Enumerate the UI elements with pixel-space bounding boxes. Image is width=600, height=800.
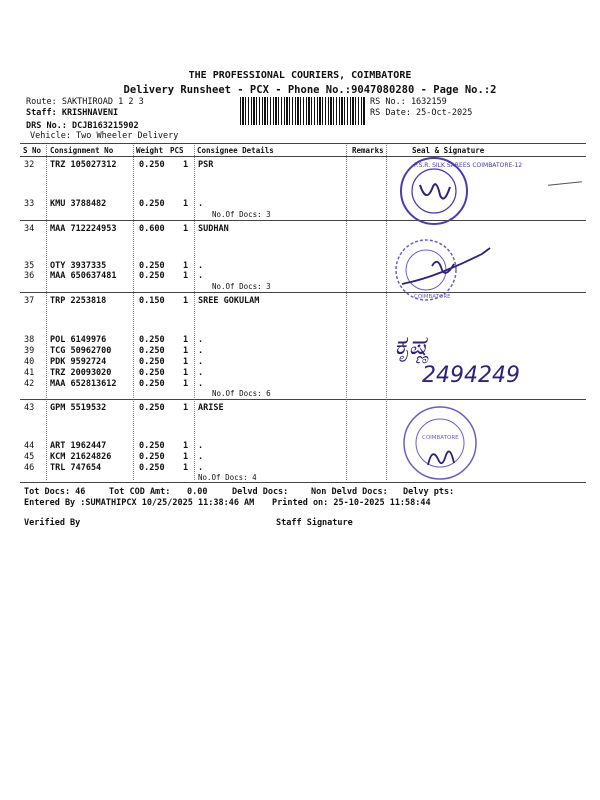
row-sno: 41 [24, 368, 35, 378]
row-consignee: . [198, 261, 204, 271]
row-consignment: KMU 3788482 [50, 199, 107, 209]
drs-label: DRS No.: DCJB163215902 [26, 121, 139, 131]
row-sno: 33 [24, 199, 35, 209]
row-consignment: ART 1962447 [50, 441, 107, 451]
staff-signature-label: Staff Signature [276, 518, 353, 528]
rs-date: RS Date: 25-Oct-2025 [370, 108, 473, 118]
row-weight: 0.250 [139, 346, 165, 356]
row-consignee: ARISE [198, 403, 224, 413]
rs-number: RS No.: 1632159 [370, 97, 447, 107]
col-seal: Seal & Signature [412, 146, 485, 155]
col-sno: S No [23, 146, 42, 155]
staff-label: Staff: KRISHNAVENI [26, 108, 119, 118]
col-remarks: Remarks [352, 146, 384, 155]
row-consignee: . [198, 379, 204, 389]
row-sno: 45 [24, 452, 35, 462]
entered-by: Entered By :SUMATHIPCX 10/25/2025 11:38:46 AM [24, 498, 255, 508]
row-sno: 46 [24, 463, 35, 473]
row-sno: 35 [24, 261, 35, 271]
row-pcs: 1 [183, 463, 189, 473]
row-weight: 0.250 [139, 452, 165, 462]
col-weight: Weight [136, 146, 164, 155]
row-sno: 40 [24, 357, 35, 367]
row-pcs: 1 [183, 199, 189, 209]
row-pcs: 1 [183, 160, 189, 170]
row-weight: 0.250 [139, 199, 165, 209]
row-pcs: 1 [183, 261, 189, 271]
non-delivered-docs: Non Delvd Docs: [311, 487, 388, 497]
row-pcs: 1 [183, 452, 189, 462]
row-sno: 44 [24, 441, 35, 451]
col-pcs: PCS [170, 146, 184, 155]
row-consignee: SREE GOKULAM [198, 296, 260, 306]
delivery-points: Delvy pts: [403, 487, 455, 497]
row-consignment: TCG 50962700 [50, 346, 112, 356]
row-pcs: 1 [183, 296, 189, 306]
col-consignment: Consignment No [50, 146, 114, 155]
row-pcs: 1 [183, 368, 189, 378]
row-sno: 38 [24, 335, 35, 345]
row-pcs: 1 [183, 379, 189, 389]
group-rule [20, 399, 586, 400]
table-header-rule [20, 156, 586, 157]
col-divider [46, 145, 47, 480]
seal-stamp-2 [392, 236, 502, 306]
row-consignment: KCM 21624826 [50, 452, 112, 462]
row-consignee: . [198, 463, 204, 473]
handwriting-line-2: 2494249 [422, 363, 520, 388]
docs-count: No.Of Docs: 3 [212, 210, 271, 219]
docs-count: No.Of Docs: 3 [212, 282, 271, 291]
row-consignment: MAA 652813612 [50, 379, 117, 389]
row-consignee: . [198, 271, 204, 281]
col-divider [133, 145, 134, 480]
seal-stamp-4 [400, 405, 480, 483]
row-weight: 0.250 [139, 357, 165, 367]
row-weight: 0.250 [139, 463, 165, 473]
row-consignee: . [198, 452, 204, 462]
total-cod-value: 0.00 [187, 487, 208, 497]
stamp-4-text: COIMBATORE [422, 435, 459, 441]
row-weight: 0.250 [139, 271, 165, 281]
row-consignee: . [198, 335, 204, 345]
row-consignment: TRL 747654 [50, 463, 102, 473]
total-docs: Tot Docs: 46 [24, 487, 86, 497]
row-sno: 36 [24, 271, 35, 281]
delivered-docs: Delvd Docs: [232, 487, 289, 497]
handwritten-signature-3 [390, 318, 560, 388]
row-pcs: 1 [183, 346, 189, 356]
row-consignee: . [198, 357, 204, 367]
row-pcs: 1 [183, 357, 189, 367]
stamp-2-text: COIMBATORE [414, 294, 451, 300]
group-rule [20, 220, 586, 221]
row-weight: 0.250 [139, 261, 165, 271]
row-consignment: PDK 9592724 [50, 357, 107, 367]
row-weight: 0.150 [139, 296, 165, 306]
col-divider [386, 145, 387, 480]
row-sno: 34 [24, 224, 35, 234]
row-weight: 0.250 [139, 441, 165, 451]
row-weight: 0.250 [139, 403, 165, 413]
table-top-rule [20, 143, 586, 144]
row-sno: 37 [24, 296, 35, 306]
row-weight: 0.250 [139, 160, 165, 170]
printed-on: Printed on: 25-10-2025 11:58:44 [272, 498, 431, 508]
row-sno: 39 [24, 346, 35, 356]
row-consignment: MAA 650637481 [50, 271, 117, 281]
row-consignment: MAA 712224953 [50, 224, 117, 234]
row-consignment: TRP 2253818 [50, 296, 107, 306]
row-pcs: 1 [183, 224, 189, 234]
col-divider [194, 145, 195, 480]
vehicle-label: Vehicle: Two Wheeler Delivery [30, 131, 179, 141]
seal-stamp-1 [398, 155, 523, 227]
row-pcs: 1 [183, 441, 189, 451]
row-consignee: . [198, 346, 204, 356]
row-consignment: TRZ 105027312 [50, 160, 117, 170]
stamp-1-text: P.S.R. SILK SAREES COIMBATORE-12 [414, 162, 523, 169]
row-consignee: . [198, 199, 204, 209]
verified-by: Verified By [24, 518, 81, 528]
row-sno: 43 [24, 403, 35, 413]
row-pcs: 1 [183, 271, 189, 281]
company-title: THE PROFESSIONAL COURIERS, COIMBATORE [188, 70, 412, 81]
runsheet-subtitle: Delivery Runsheet - PCX - Phone No.:9047080280 - Page No.:2 [123, 84, 497, 96]
docs-count: No.Of Docs: 6 [212, 389, 271, 398]
handwriting-line-1: ಕೃಷ್ಣ [394, 331, 431, 361]
row-consignment: TRZ 20093020 [50, 368, 112, 378]
row-weight: 0.250 [139, 368, 165, 378]
col-divider [346, 145, 347, 480]
barcode [240, 97, 366, 125]
row-sno: 32 [24, 160, 35, 170]
route-label: Route: SAKTHIROAD 1 2 3 [26, 97, 144, 107]
col-consignee: Consignee Details [197, 146, 274, 155]
table-bottom-rule [20, 482, 586, 483]
total-cod-label: Tot COD Amt: [109, 487, 171, 497]
row-weight: 0.250 [139, 379, 165, 389]
pen-stroke [548, 181, 582, 186]
row-consignment: OTY 3937335 [50, 261, 107, 271]
row-consignment: GPM 5519532 [50, 403, 107, 413]
row-consignee: PSR [198, 160, 214, 170]
row-consignee: SUDHAN [198, 224, 229, 234]
row-consignee: . [198, 368, 204, 378]
row-pcs: 1 [183, 403, 189, 413]
row-pcs: 1 [183, 335, 189, 345]
row-weight: 0.600 [139, 224, 165, 234]
row-consignment: POL 6149976 [50, 335, 107, 345]
row-sno: 42 [24, 379, 35, 389]
row-consignee: . [198, 441, 204, 451]
docs-count: No.Of Docs: 4 [198, 473, 257, 482]
row-weight: 0.250 [139, 335, 165, 345]
